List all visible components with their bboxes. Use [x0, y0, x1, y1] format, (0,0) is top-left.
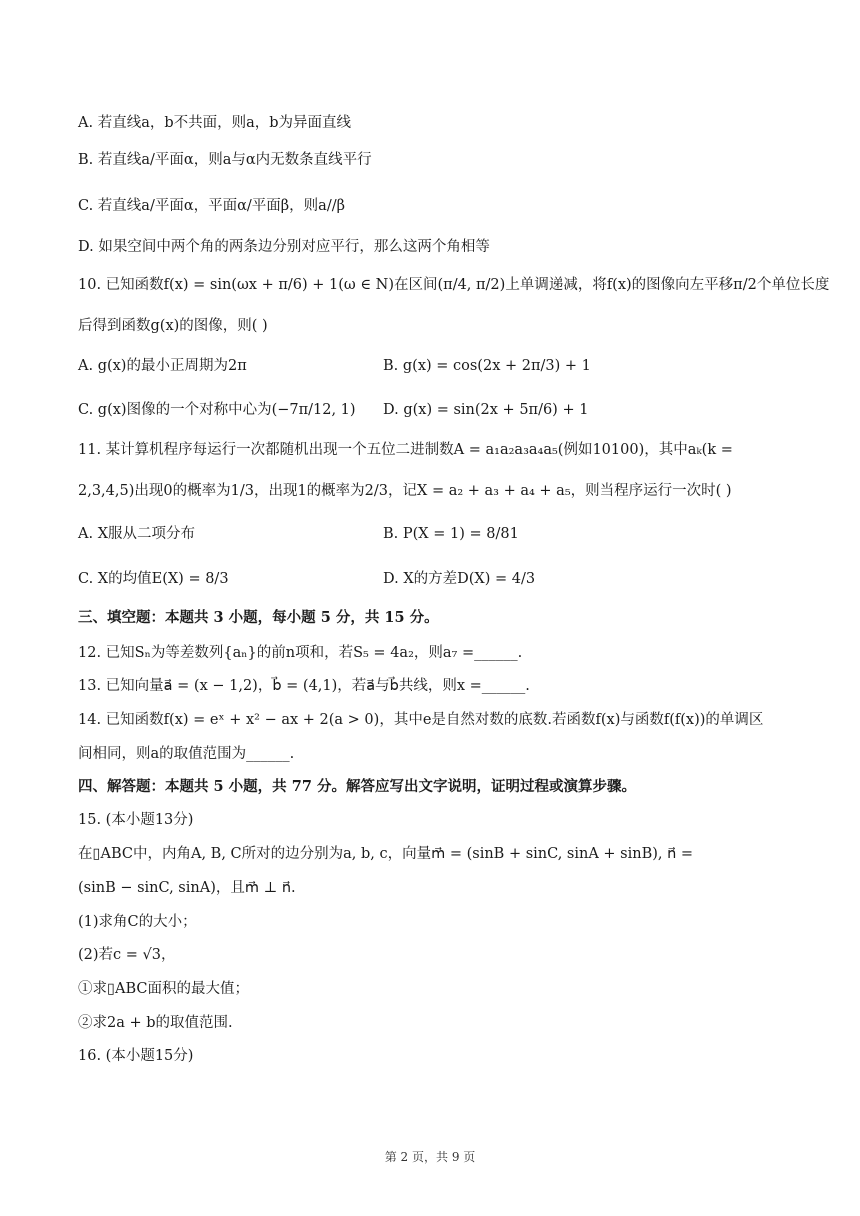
q9-option-b: B. 若直线a/平面α，则a与α内无数条直线平行: [78, 152, 372, 168]
q10-stem-line-1: 10. 已知函数f(x) = sin(ωx + π/6) + 1(ω ∈ N)在区间(π/4, π/2)上单调递减，将f(x)的图像向左平移π/2个单位长度: [78, 277, 830, 293]
q15-heading: 15. (本小题13分): [78, 812, 194, 828]
q13-stem: 13. 已知向量a⃗ = (x − 1,2)，b⃗ = (4,1)，若a⃗与b⃗共线，则x =______.: [78, 678, 530, 694]
q14-stem-line-1: 14. 已知函数f(x) = eˣ + x² − ax + 2(a > 0)，其中e是自然对数的底数.若函数f(x)与函数f(f(x))的单调区: [78, 712, 764, 728]
section-4-heading: 四、解答题：本题共 5 小题，共 77 分。解答应写出文字说明，证明过程或演算步骤。: [78, 778, 636, 795]
section-3-heading: 三、填空题：本题共 3 小题，每小题 5 分，共 15 分。: [78, 609, 439, 626]
q15-part-2: (2)若c = √3，: [78, 947, 176, 963]
q15-stem-line-2: (sinB − sinC, sinA)，且m⃗ ⊥ n⃗.: [78, 880, 296, 896]
q15-part-2-sub-2: ②求2a + b的取值范围.: [78, 1015, 233, 1031]
q10-option-d: D. g(x) = sin(2x + 5π/6) + 1: [383, 402, 589, 418]
q11-option-d: D. X的方差D(X) = 4/3: [383, 571, 536, 587]
q11-option-b: B. P(X = 1) = 8/81: [383, 526, 519, 542]
q9-option-c: C. 若直线a/平面α，平面α/平面β，则a//β: [78, 198, 345, 214]
q10-option-b: B. g(x) = cos(2x + 2π/3) + 1: [383, 358, 591, 374]
q11-stem-line-1: 11. 某计算机程序每运行一次都随机出现一个五位二进制数A = a₁a₂a₃a₄a₅(例如10100)，其中aₖ(k =: [78, 442, 733, 458]
q11-option-a: A. X服从二项分布: [78, 526, 196, 542]
q10-option-a: A. g(x)的最小正周期为2π: [78, 358, 247, 374]
q11-option-c: C. X的均值E(X) = 8/3: [78, 571, 229, 587]
page-footer: 第 2 页，共 9 页: [384, 1150, 476, 1164]
q10-option-c: C. g(x)图像的一个对称中心为(−7π/12, 1): [78, 402, 356, 418]
q14-stem-line-2: 间相同，则a的取值范围为______.: [78, 746, 295, 762]
q15-part-1: (1)求角C的大小；: [78, 914, 197, 930]
q11-stem-line-2: 2,3,4,5)出现0的概率为1/3，出现1的概率为2/3，记X = a₂ + a₃ + a₄ + a₅，则当程序运行一次时( ): [78, 483, 732, 499]
q9-option-a: A. 若直线a，b不共面，则a，b为异面直线: [78, 115, 352, 131]
q16-heading: 16. (本小题15分): [78, 1048, 194, 1064]
q9-option-d: D. 如果空间中两个角的两条边分别对应平行，那么这两个角相等: [78, 239, 490, 255]
q10-stem-line-2: 后得到函数g(x)的图像，则( ): [78, 318, 268, 334]
q15-part-2-sub-1: ①求▯ABC面积的最大值；: [78, 981, 249, 997]
q12-stem: 12. 已知Sₙ为等差数列{aₙ}的前n项和，若S₅ = 4a₂，则a₇ =______.: [78, 645, 523, 661]
q15-stem-line-1: 在▯ABC中，内角A, B, C所对的边分别为a, b, c，向量m⃗ = (sinB + sinC, sinA + sinB), n⃗ =: [78, 846, 694, 862]
